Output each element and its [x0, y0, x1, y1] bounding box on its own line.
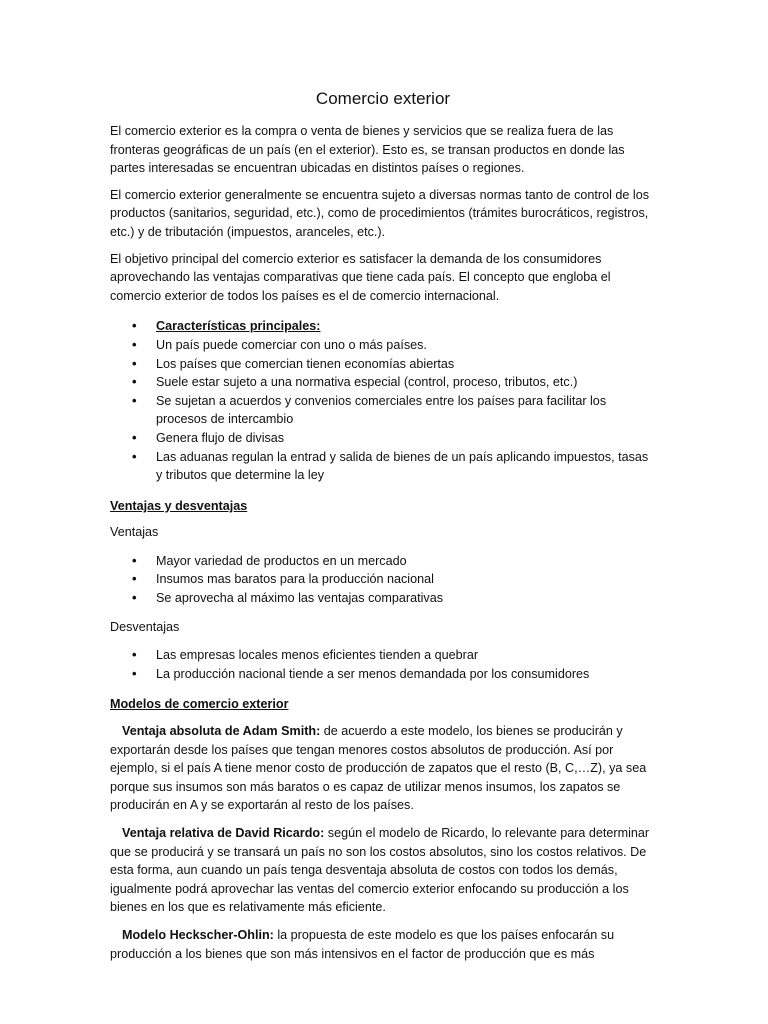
list-item: • Suele estar sujeto a una normativa especial (control, proceso, tributos, etc.) — [110, 373, 656, 392]
model-name: Ventaja relativa de David Ricardo: — [122, 826, 325, 840]
model-name: Modelo Heckscher-Ohlin: — [122, 927, 274, 942]
page-title: Comercio exterior — [315, 89, 451, 108]
section-heading-models: Modelos de comercio exterior — [110, 697, 289, 712]
model-text: de acuerdo a este modelo, los bienes se producirán y exportarán desde los países que tengan menores costos absolutos de producción. Así por ejemplo, si el país A tiene menor costo de producción de zapatos que el resto (B, C,…Z), ya sea porque sus insumos son más baratos o es capaz de utilizar menos insumos, los zapatos se producirán en A y se exportarán al resto de los países. — [110, 724, 647, 813]
model-text: según el modelo de Ricardo, lo relevante para determinar que se producirá y se transará un país no son los costos absolutos, sino los costos relativos. De esta forma, aun cuando un país tenga desventaja absoluta de costos con todos los demás, igualmente podrá aprovechar las ventas del comercio exterior enfocando su producción a los bienes en los que es relativamente más eficiente. — [110, 826, 650, 915]
model-paragraph-heckscher-ohlin — [110, 926, 656, 963]
section-heading-pros-cons: Ventajas y desventajas — [110, 498, 248, 513]
model-name: Ventaja absoluta de Adam Smith: — [122, 724, 321, 739]
ventajas-label: Ventajas — [110, 525, 159, 540]
list-item: • Se sujetan a acuerdos y convenios comerciales entre los países para facilitar los procesos de intercambio — [110, 392, 656, 429]
list-item: • Insumos mas baratos para la producción nacional — [110, 570, 656, 589]
models-section — [110, 722, 656, 963]
list-item: • Los países que comercian tienen economías abiertas — [110, 355, 656, 374]
list-item: • Mayor variedad de productos en un mercado — [110, 552, 656, 571]
list-item: • Un país puede comerciar con uno o más países. — [110, 336, 656, 355]
characteristics-heading: • Características principales: — [110, 317, 656, 336]
list-item: • La producción nacional tiende a ser menos demandada por los consumidores — [110, 665, 656, 684]
desventajas-list — [110, 646, 656, 683]
list-item: • Las aduanas regulan la entrad y salida de bienes de un país aplicando impuestos, tasas y tributos que determine la ley — [110, 448, 656, 485]
list-item: • Genera flujo de divisas — [110, 429, 656, 448]
ventajas-list — [110, 552, 656, 608]
desventajas-label: Desventajas — [110, 619, 180, 634]
list-item: • Las empresas locales menos eficientes tienden a quebrar — [110, 646, 656, 665]
objective-paragraph: El objetivo principal del comercio exterior es satisfacer la demanda de los consumidores aprovechando las ventajas comparativas que tiene cada país. El concepto que engloba el comercio exterior de todos los países es el de comercio internacional. — [110, 251, 611, 303]
intro-paragraph: El comercio exterior es la compra o venta de bienes y servicios que se realiza fuera de las fronteras geográficas de un país (en el exterior). Esto es, se transan productos en donde las partes interesadas se encuentran ubicadas en distintos países o regiones. — [110, 124, 625, 176]
model-paragraph-smith — [110, 722, 656, 815]
characteristics-list — [110, 317, 656, 484]
regulation-paragraph: El comercio exterior generalmente se encuentra sujeto a diversas normas tanto de control de los productos (sanitarios, seguridad, etc.), como de procedimientos (trámites burocráticos, registros, etc.) y de tributación (impuestos, aranceles, etc.). — [110, 187, 650, 239]
list-item: • Se aprovecha al máximo las ventajas comparativas — [110, 589, 656, 608]
model-text: la propuesta de este modelo es que los países enfocarán su producción a los bienes que son más intensivos en el factor de producción que es más — [110, 927, 615, 961]
model-paragraph-ricardo — [110, 824, 656, 917]
